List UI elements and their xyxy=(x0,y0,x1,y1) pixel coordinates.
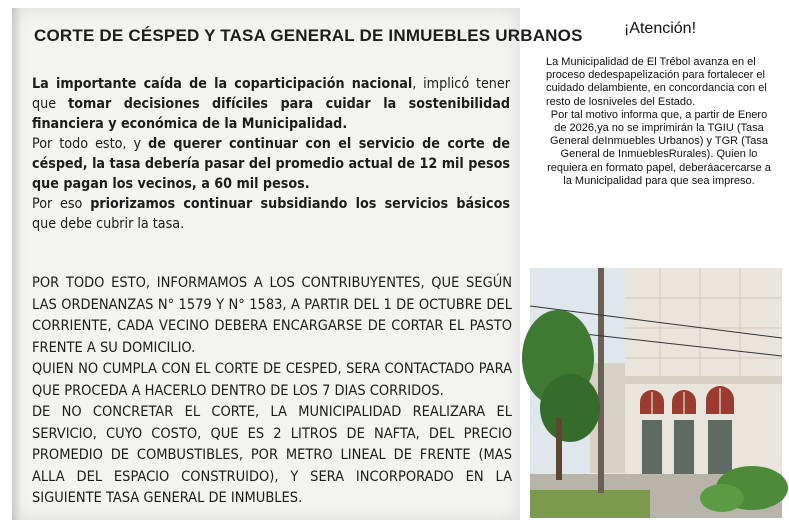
flyer-paragraph-3 xyxy=(32,194,510,234)
flyer-document xyxy=(12,8,583,520)
bold-text: tomar decisiones difíciles para cuidar la sostenibilidad financiera y económica de la Municipalidad. xyxy=(32,96,510,132)
caps-paragraph-2: QUIEN NO CUMPLA CON EL CORTE DE CESPED, SERA CONTACTADO PARA QUE PROCEDA A HACERLO DENTRO DE LOS 7 DIAS CORRIDOS. xyxy=(32,361,512,399)
notice-paragraph-2: Por tal motivo informa que, a partir de Enero de 2026,ya no se imprimirán la TGIU (Tasa General deInmuebles Urbanos) y TGR (Tasa General de InmueblesRurales). Quien lo requiera en formato papel, deberáacercarse a la Municipalidad para que sea impreso. xyxy=(547,108,771,187)
bold-text: priorizamos continuar subsidiando los servicios básicos xyxy=(90,196,510,212)
notice-paragraph-1: La Municipalidad de El Trébol avanza en el proceso dedespapelización para fortalecer el cuidado delambiente, en concordancia con el resto de losniveles del Estado. xyxy=(546,56,767,108)
caps-paragraph-3: DE NO CONCRETAR EL CORTE, LA MUNICIPALIDAD REALIZARA EL SERVICIO, CUYO COSTO, QUE ES 2 LITROS DE NAFTA, DEL PRECIO PROMEDIO DE COMBUSTIBLES, POR METRO LINEAL DE FRENTE (MAS ALLA DEL ESPACIO CONSTRUIDO), Y SERA INCORPORADO EN LA SIGUIENTE TASA GENERAL DE INMUBLES. xyxy=(32,404,512,506)
paper-fold-shadow xyxy=(12,8,22,520)
municipal-building-photo xyxy=(530,268,782,518)
plain-text: Por eso xyxy=(32,196,91,212)
flyer-paragraph-2 xyxy=(32,134,510,194)
flyer-title: CORTE DE CÉSPED Y TASA GENERAL DE INMUEBLES URBANOS xyxy=(34,26,583,45)
plain-text: , implicó tener que xyxy=(32,76,510,112)
bold-text: de querer continuar con el servicio de corte de césped, la tasa debería pasar del promedio actual de 12 mil pesos que pagan los vecinos, a 60 mil pesos. xyxy=(32,136,511,192)
cornice xyxy=(625,376,782,384)
bold-text: La importante caída de la coparticipación nacional xyxy=(32,76,413,92)
flyer-notice-caps xyxy=(32,273,512,510)
attention-notice xyxy=(546,56,772,188)
plain-text: que debe cubrir la tasa. xyxy=(32,216,185,232)
entrance-doors xyxy=(642,420,732,474)
caps-paragraph-1: POR TODO ESTO, INFORMAMOS A LOS CONTRIBUYENTES, QUE SEGÚN LAS ORDENANZAS N° 1579 Y N° 1583, A PARTIR DEL 1 DE OCTUBRE DEL CORRIENTE, CADA VECINO DEBERA ENCARGARSE DE CORTAR EL PASTO FRENTE A SU DOMICILIO. xyxy=(32,275,512,356)
attention-heading: ¡Atención! xyxy=(623,20,697,37)
utility-pole xyxy=(598,268,604,493)
flyer-paragraph-1 xyxy=(32,74,510,134)
plain-text: Por todo esto, y xyxy=(32,136,149,152)
lawn xyxy=(530,490,650,518)
flyer-intro xyxy=(32,74,510,234)
building-illustration xyxy=(530,268,782,518)
